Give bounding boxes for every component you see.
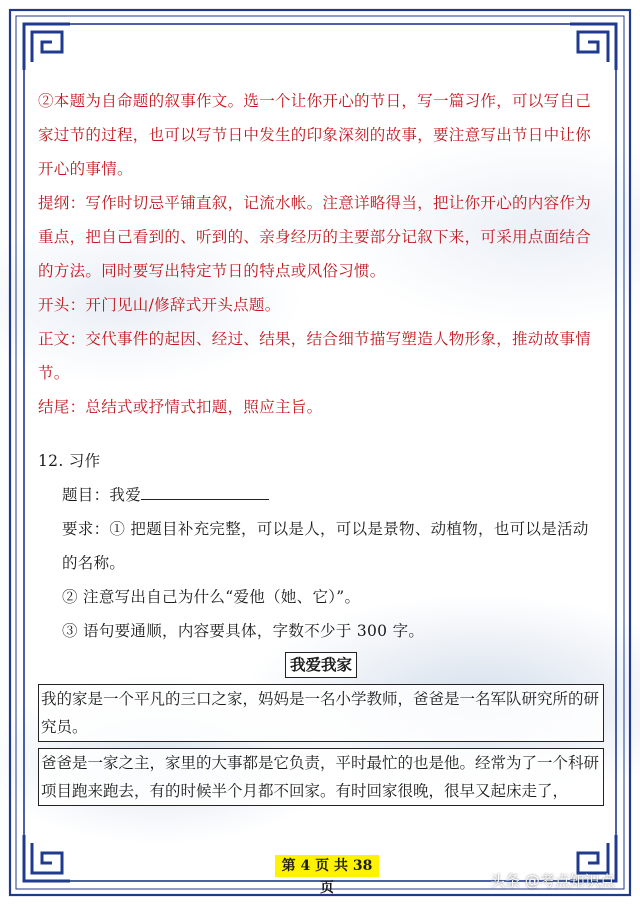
guidance-paragraph-body: 正文：交代事件的起因、经过、结果，结合细节描写塑造人物形象，推动故事情节。 [38,330,592,382]
essay-paragraph-2: 爸爸是一家之主，家里的大事都是它负责，平时最忙的也是他。经常为了一个科研项目跑来跑去，有的时候半个月都不回家。有时回家很晚，很早又起床走了， [38,748,604,806]
question-section [38,444,604,648]
guidance-paragraph-ending: 结尾：总结式或抒情式扣题，照应主旨。 [38,398,323,416]
page-number-footer: 第 4 页 共 38 页 [275,855,379,877]
requirement-2: ② 注意写出自己为什么“爱他（她、它）”。 [62,588,361,606]
requirement-1 [38,512,604,580]
answer-guidance-section [38,84,604,424]
corner-ornament-top-right [570,24,616,70]
question-number: 12. 习作 [38,452,101,470]
toutiao-watermark: 头条 @考点知识点 [490,872,615,890]
page-content [38,84,604,812]
guidance-paragraph-outline: 提纲：写作时切忌平铺直叙，记流水帐。注意详略得当，把让你开心的内容作为重点，把自己看到的、听到的、亲身经历的主要部分记叙下来，可采用点面结合的方法。同时要写出特定节日的特点或风俗习惯。 [38,194,592,280]
requirement-3: ③ 语句要通顺，内容要具体，字数不少于 300 字。 [62,622,425,640]
essay-paragraph-1: 我的家是一个平凡的三口之家，妈妈是一名小学教师，爸爸是一名军队研究所的研究员。 [38,684,604,742]
corner-ornament-bottom-left [24,835,70,881]
topic-blank [141,481,269,500]
corner-ornament-top-left [24,24,70,70]
section-gap [38,424,604,444]
essay-title: 我爱我家 [285,652,357,678]
guidance-paragraph-intro: ②本题为自命题的叙事作文。选一个让你开心的节日，写一篇习作，可以写自己家过节的过程，也可以写节日中发生的印象深刻的故事，要注意写出节日中让你开心的事情。 [38,92,592,178]
guidance-paragraph-opening: 开头：开门见山/修辞式开头点题。 [38,296,281,314]
question-topic [38,478,604,512]
requirement-1-text: 要求：① 把题目补充完整，可以是人，可以是景物、动植物，也可以是活动的名称。 [62,520,589,572]
essay-title-wrap [38,652,604,678]
topic-prefix: 题目：我爱 [62,486,142,504]
